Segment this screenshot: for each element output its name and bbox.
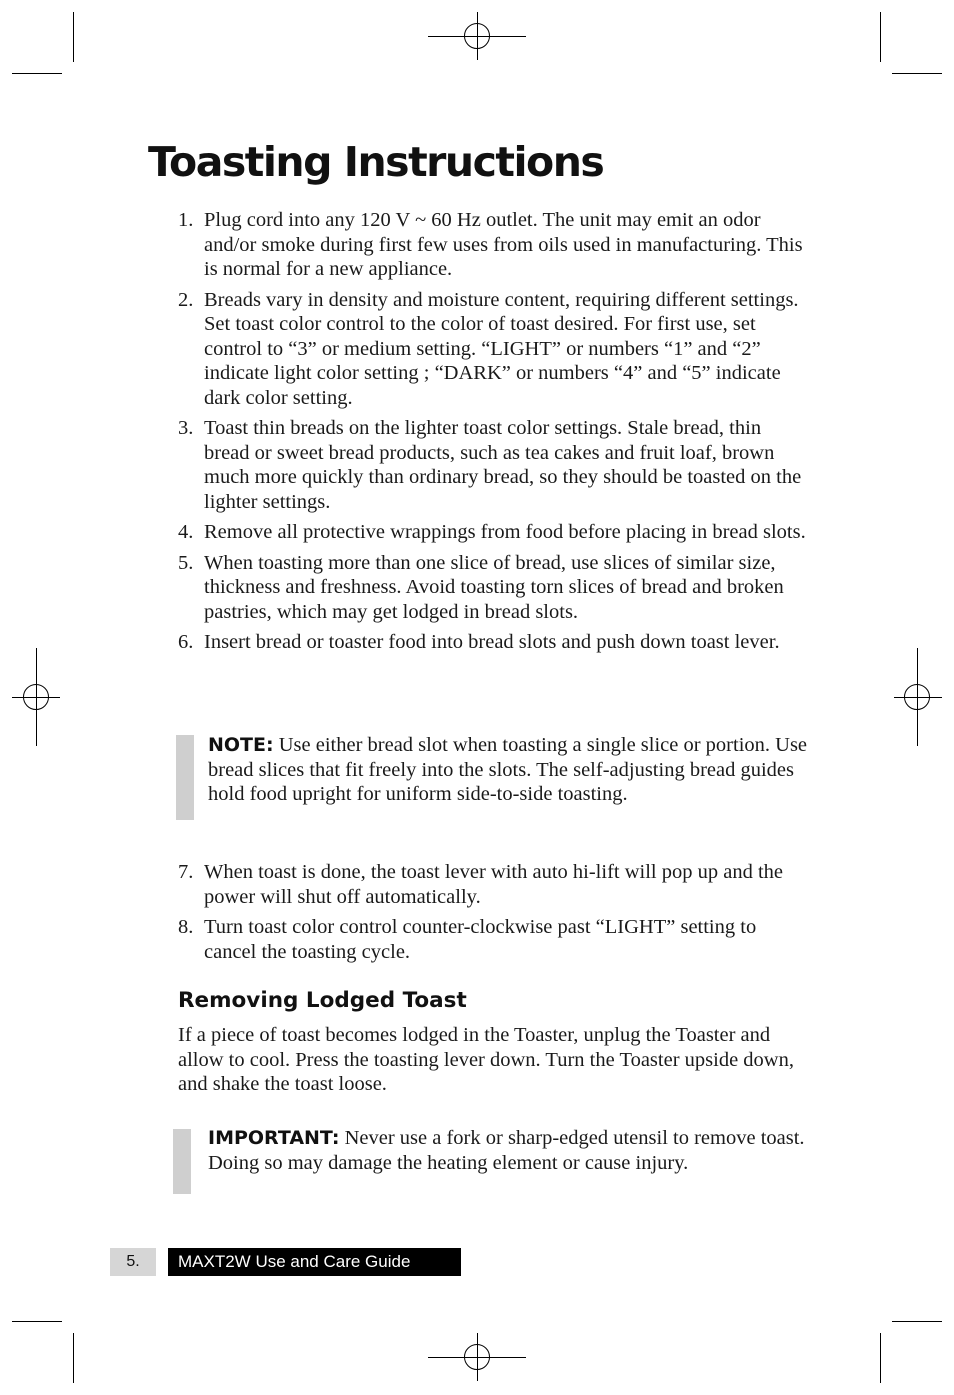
crop-mark [12,1321,62,1322]
step-number: 1. [178,209,194,231]
step-number: 4. [178,521,194,543]
list-item [178,416,810,514]
important-label: IMPORTANT: [208,1127,340,1149]
list-item [178,288,810,411]
step-number: 8. [178,916,194,938]
step-number: 5. [178,551,194,574]
crop-mark [73,1333,74,1383]
note-callout-bar [176,735,194,820]
note-label: NOTE: [208,734,274,756]
crop-mark [880,12,881,62]
important-callout [208,1126,808,1175]
crop-mark [880,1333,881,1383]
step-number: 3. [178,417,194,439]
list-item [178,915,810,964]
step-number: 6. [178,631,194,653]
step-text: Breads vary in density and moisture content, requiring different settings. Set toast color control to the color of toast desired. For first use, set control to “3” or medium setting. “LIGHT” or numbers “1” and “2” indicate light color setting ; “DARK” or numbers “4” and “5” indicate dark color setting. [204,288,799,409]
guide-title: MAXT2W Use and Care Guide [168,1248,461,1276]
step-text: When toasting more than one slice of bread, use slices of similar size, thickness and freshness. Avoid toasting torn slices of bread and broken pastries, which may get lodged in bread slots. [204,551,784,623]
crop-mark [12,73,62,74]
page-title: Toasting Instructions [148,138,604,186]
instruction-list-continued [178,860,810,970]
important-callout-bar [173,1129,191,1194]
crop-mark [892,73,942,74]
list-item [178,520,810,545]
step-text: Remove all protective wrappings from food before placing in bread slots. [204,521,806,543]
note-callout [208,733,808,807]
crop-mark [892,1321,942,1322]
important-text: Never use a fork or sharp-edged utensil to remove toast. Doing so may damage the heating element or cause injury. [208,1127,805,1174]
step-text: Plug cord into any 120 V ~ 60 Hz outlet. The unit may emit an odor and/or smoke during first few uses from oils used in manufacturing. This is normal for a new appliance. [204,209,803,280]
page-number: 5. [110,1248,156,1276]
instruction-list [178,208,810,661]
step-number: 2. [178,288,194,311]
list-item [178,860,810,909]
step-text: Toast thin breads on the lighter toast color settings. Stale bread, thin bread or sweet bread products, such as tea cakes and fruit loaf, brown much more quickly than ordinary bread, so they should be toasted on the lighter settings. [204,417,802,513]
list-item [178,551,810,625]
section-heading: Removing Lodged Toast [178,988,467,1013]
list-item [178,208,810,282]
list-item [178,630,810,655]
crop-mark [73,12,74,62]
step-number: 7. [178,861,194,883]
section-paragraph: If a piece of toast becomes lodged in the Toaster, unplug the Toaster and allow to cool. Press the toasting lever down. Turn the Toaster upside down, and shake the toast loose. [178,1024,794,1095]
step-text: When toast is done, the toast lever with auto hi-lift will pop up and the power will shut off automatically. [204,861,784,908]
step-text: Turn toast color control counter-clockwise past “LIGHT” setting to cancel the toasting cycle. [204,916,757,963]
note-text: Use either bread slot when toasting a single slice or portion. Use bread slices that fit freely into the slots. The self-adjusting bread guides hold food upright for uniform side-to-side toasting. [208,734,808,805]
step-text: Insert bread or toaster food into bread slots and push down toast lever. [204,631,780,653]
